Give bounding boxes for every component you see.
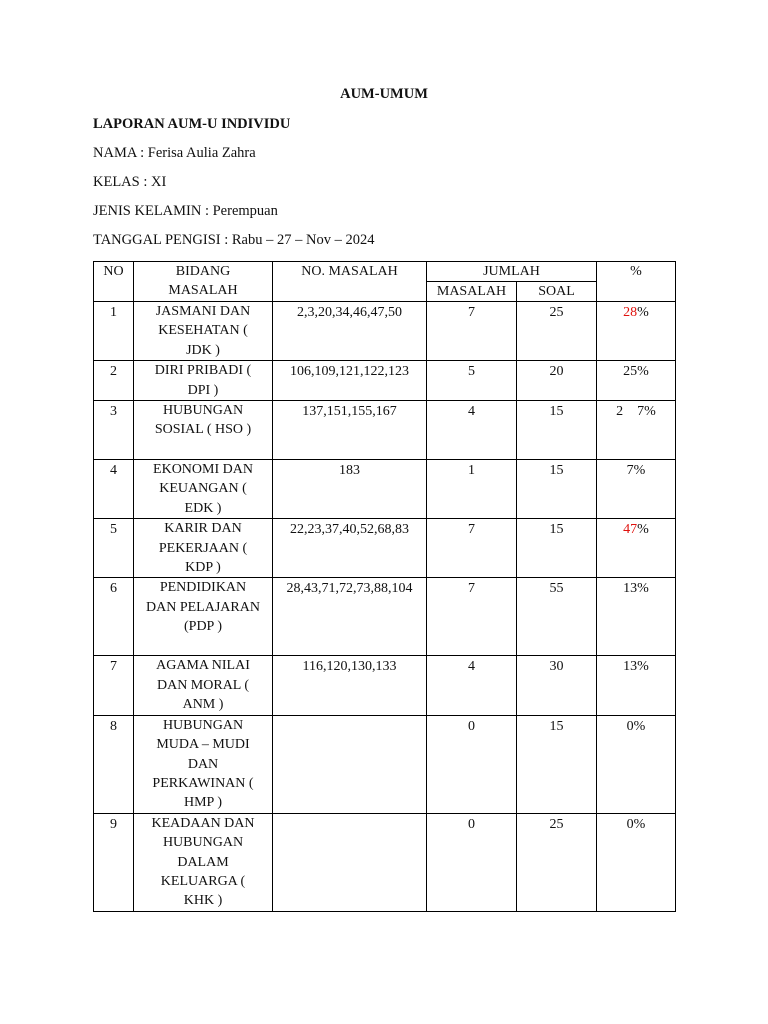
percent-value: 2 7 bbox=[616, 404, 645, 420]
percent-sign: % bbox=[637, 522, 649, 538]
percent-value: 0 bbox=[626, 816, 634, 832]
percent-sign: % bbox=[637, 581, 649, 597]
cell-jumlah-masalah: 7 bbox=[427, 578, 517, 656]
table-row bbox=[94, 519, 676, 578]
percent-value: 28 bbox=[623, 305, 638, 320]
cell-jumlah-soal: 15 bbox=[517, 460, 597, 519]
cell-jumlah-soal: 55 bbox=[517, 578, 597, 656]
cell-jumlah-masalah: 1 bbox=[427, 460, 517, 519]
cell-percent bbox=[597, 813, 676, 911]
percent-value: 47 bbox=[623, 522, 638, 538]
percent-sign: % bbox=[644, 404, 656, 420]
cell-no: 1 bbox=[94, 302, 134, 361]
cell-jumlah-soal: 20 bbox=[517, 361, 597, 401]
header-masalah: MASALAH bbox=[427, 282, 517, 302]
header-bidang-masalah: BIDANG MASALAH bbox=[134, 262, 273, 302]
cell-bidang-masalah: JASMANI DAN KESEHATAN ( JDK ) bbox=[134, 302, 273, 361]
cell-bidang-masalah: KARIR DAN PEKERJAAN ( KDP ) bbox=[134, 519, 273, 578]
cell-no: 6 bbox=[94, 578, 134, 656]
cell-no-masalah: 22,23,37,40,52,68,83 bbox=[273, 519, 427, 578]
percent-value: 7 bbox=[626, 463, 634, 479]
cell-percent bbox=[597, 460, 676, 519]
percent-sign: % bbox=[633, 816, 646, 832]
cell-jumlah-soal: 25 bbox=[517, 813, 597, 911]
cell-jumlah-soal: 15 bbox=[517, 401, 597, 460]
percent-sign: % bbox=[633, 718, 646, 734]
cell-no-masalah: 137,151,155,167 bbox=[273, 401, 427, 460]
table-row bbox=[94, 302, 676, 361]
cell-no: 7 bbox=[94, 656, 134, 715]
cell-no: 2 bbox=[94, 361, 134, 401]
cell-bidang-masalah: HUBUNGAN MUDA – MUDI DAN PERKAWINAN ( HMP ) bbox=[134, 715, 273, 813]
percent-sign: % bbox=[637, 364, 649, 380]
field-jenis-kelamin: JENIS KELAMIN : Perempuan bbox=[93, 203, 278, 219]
table-row bbox=[94, 460, 676, 519]
cell-bidang-masalah: KEADAAN DAN HUBUNGAN DALAM KELUARGA ( KHK ) bbox=[134, 813, 273, 911]
cell-no: 5 bbox=[94, 519, 134, 578]
table-row bbox=[94, 361, 676, 401]
cell-jumlah-masalah: 0 bbox=[427, 813, 517, 911]
cell-jumlah-masalah: 4 bbox=[427, 401, 517, 460]
cell-no: 9 bbox=[94, 813, 134, 911]
header-no-masalah: NO. MASALAH bbox=[273, 262, 427, 302]
percent-value: 0 bbox=[626, 718, 634, 734]
header-no: NO bbox=[94, 262, 134, 302]
cell-jumlah-masalah: 7 bbox=[427, 519, 517, 578]
percent-value: 13 bbox=[623, 659, 638, 675]
cell-jumlah-soal: 15 bbox=[517, 715, 597, 813]
header-percent: % bbox=[597, 262, 676, 302]
cell-no-masalah: 116,120,130,133 bbox=[273, 656, 427, 715]
table-row bbox=[94, 813, 676, 911]
cell-no: 3 bbox=[94, 401, 134, 460]
field-nama: NAMA : Ferisa Aulia Zahra bbox=[93, 145, 256, 161]
cell-percent bbox=[597, 578, 676, 656]
cell-no-masalah: 106,109,121,122,123 bbox=[273, 361, 427, 401]
cell-bidang-masalah: HUBUNGAN SOSIAL ( HSO ) bbox=[134, 401, 273, 460]
cell-percent bbox=[597, 361, 676, 401]
table-row bbox=[94, 715, 676, 813]
document-title: AUM-UMUM bbox=[340, 86, 428, 102]
cell-percent bbox=[597, 656, 676, 715]
cell-no: 4 bbox=[94, 460, 134, 519]
cell-no-masalah: 183 bbox=[273, 460, 427, 519]
cell-jumlah-soal: 30 bbox=[517, 656, 597, 715]
percent-sign: % bbox=[633, 463, 646, 479]
problem-table bbox=[93, 261, 676, 912]
header-soal: SOAL bbox=[517, 282, 597, 302]
cell-jumlah-masalah: 7 bbox=[427, 302, 517, 361]
cell-bidang-masalah: DIRI PRIBADI ( DPI ) bbox=[134, 361, 273, 401]
cell-jumlah-masalah: 4 bbox=[427, 656, 517, 715]
cell-percent bbox=[597, 519, 676, 578]
cell-jumlah-soal: 15 bbox=[517, 519, 597, 578]
table-row bbox=[94, 578, 676, 656]
cell-percent bbox=[597, 715, 676, 813]
table-row bbox=[94, 656, 676, 715]
field-kelas: KELAS : XI bbox=[93, 174, 167, 190]
percent-value: 25 bbox=[623, 364, 638, 380]
cell-no-masalah: 2,3,20,34,46,47,50 bbox=[273, 302, 427, 361]
cell-jumlah-soal: 25 bbox=[517, 302, 597, 361]
cell-no-masalah bbox=[273, 715, 427, 813]
percent-sign: % bbox=[637, 659, 649, 675]
cell-no-masalah bbox=[273, 813, 427, 911]
percent-value: 13 bbox=[623, 581, 638, 597]
cell-jumlah-masalah: 5 bbox=[427, 361, 517, 401]
header-jumlah: JUMLAH bbox=[427, 262, 597, 282]
cell-bidang-masalah: AGAMA NILAI DAN MORAL ( ANM ) bbox=[134, 656, 273, 715]
report-subtitle: LAPORAN AUM-U INDIVIDU bbox=[93, 116, 291, 132]
cell-percent bbox=[597, 401, 676, 460]
field-tanggal: TANGGAL PENGISI : Rabu – 27 – Nov – 2024 bbox=[93, 232, 375, 248]
cell-bidang-masalah: EKONOMI DAN KEUANGAN ( EDK ) bbox=[134, 460, 273, 519]
cell-jumlah-masalah: 0 bbox=[427, 715, 517, 813]
percent-sign: % bbox=[637, 305, 649, 320]
cell-bidang-masalah: PENDIDIKAN DAN PELAJARAN (PDP ) bbox=[134, 578, 273, 656]
cell-no: 8 bbox=[94, 715, 134, 813]
cell-percent bbox=[597, 302, 676, 361]
cell-no-masalah: 28,43,71,72,73,88,104 bbox=[273, 578, 427, 656]
table-row bbox=[94, 401, 676, 460]
